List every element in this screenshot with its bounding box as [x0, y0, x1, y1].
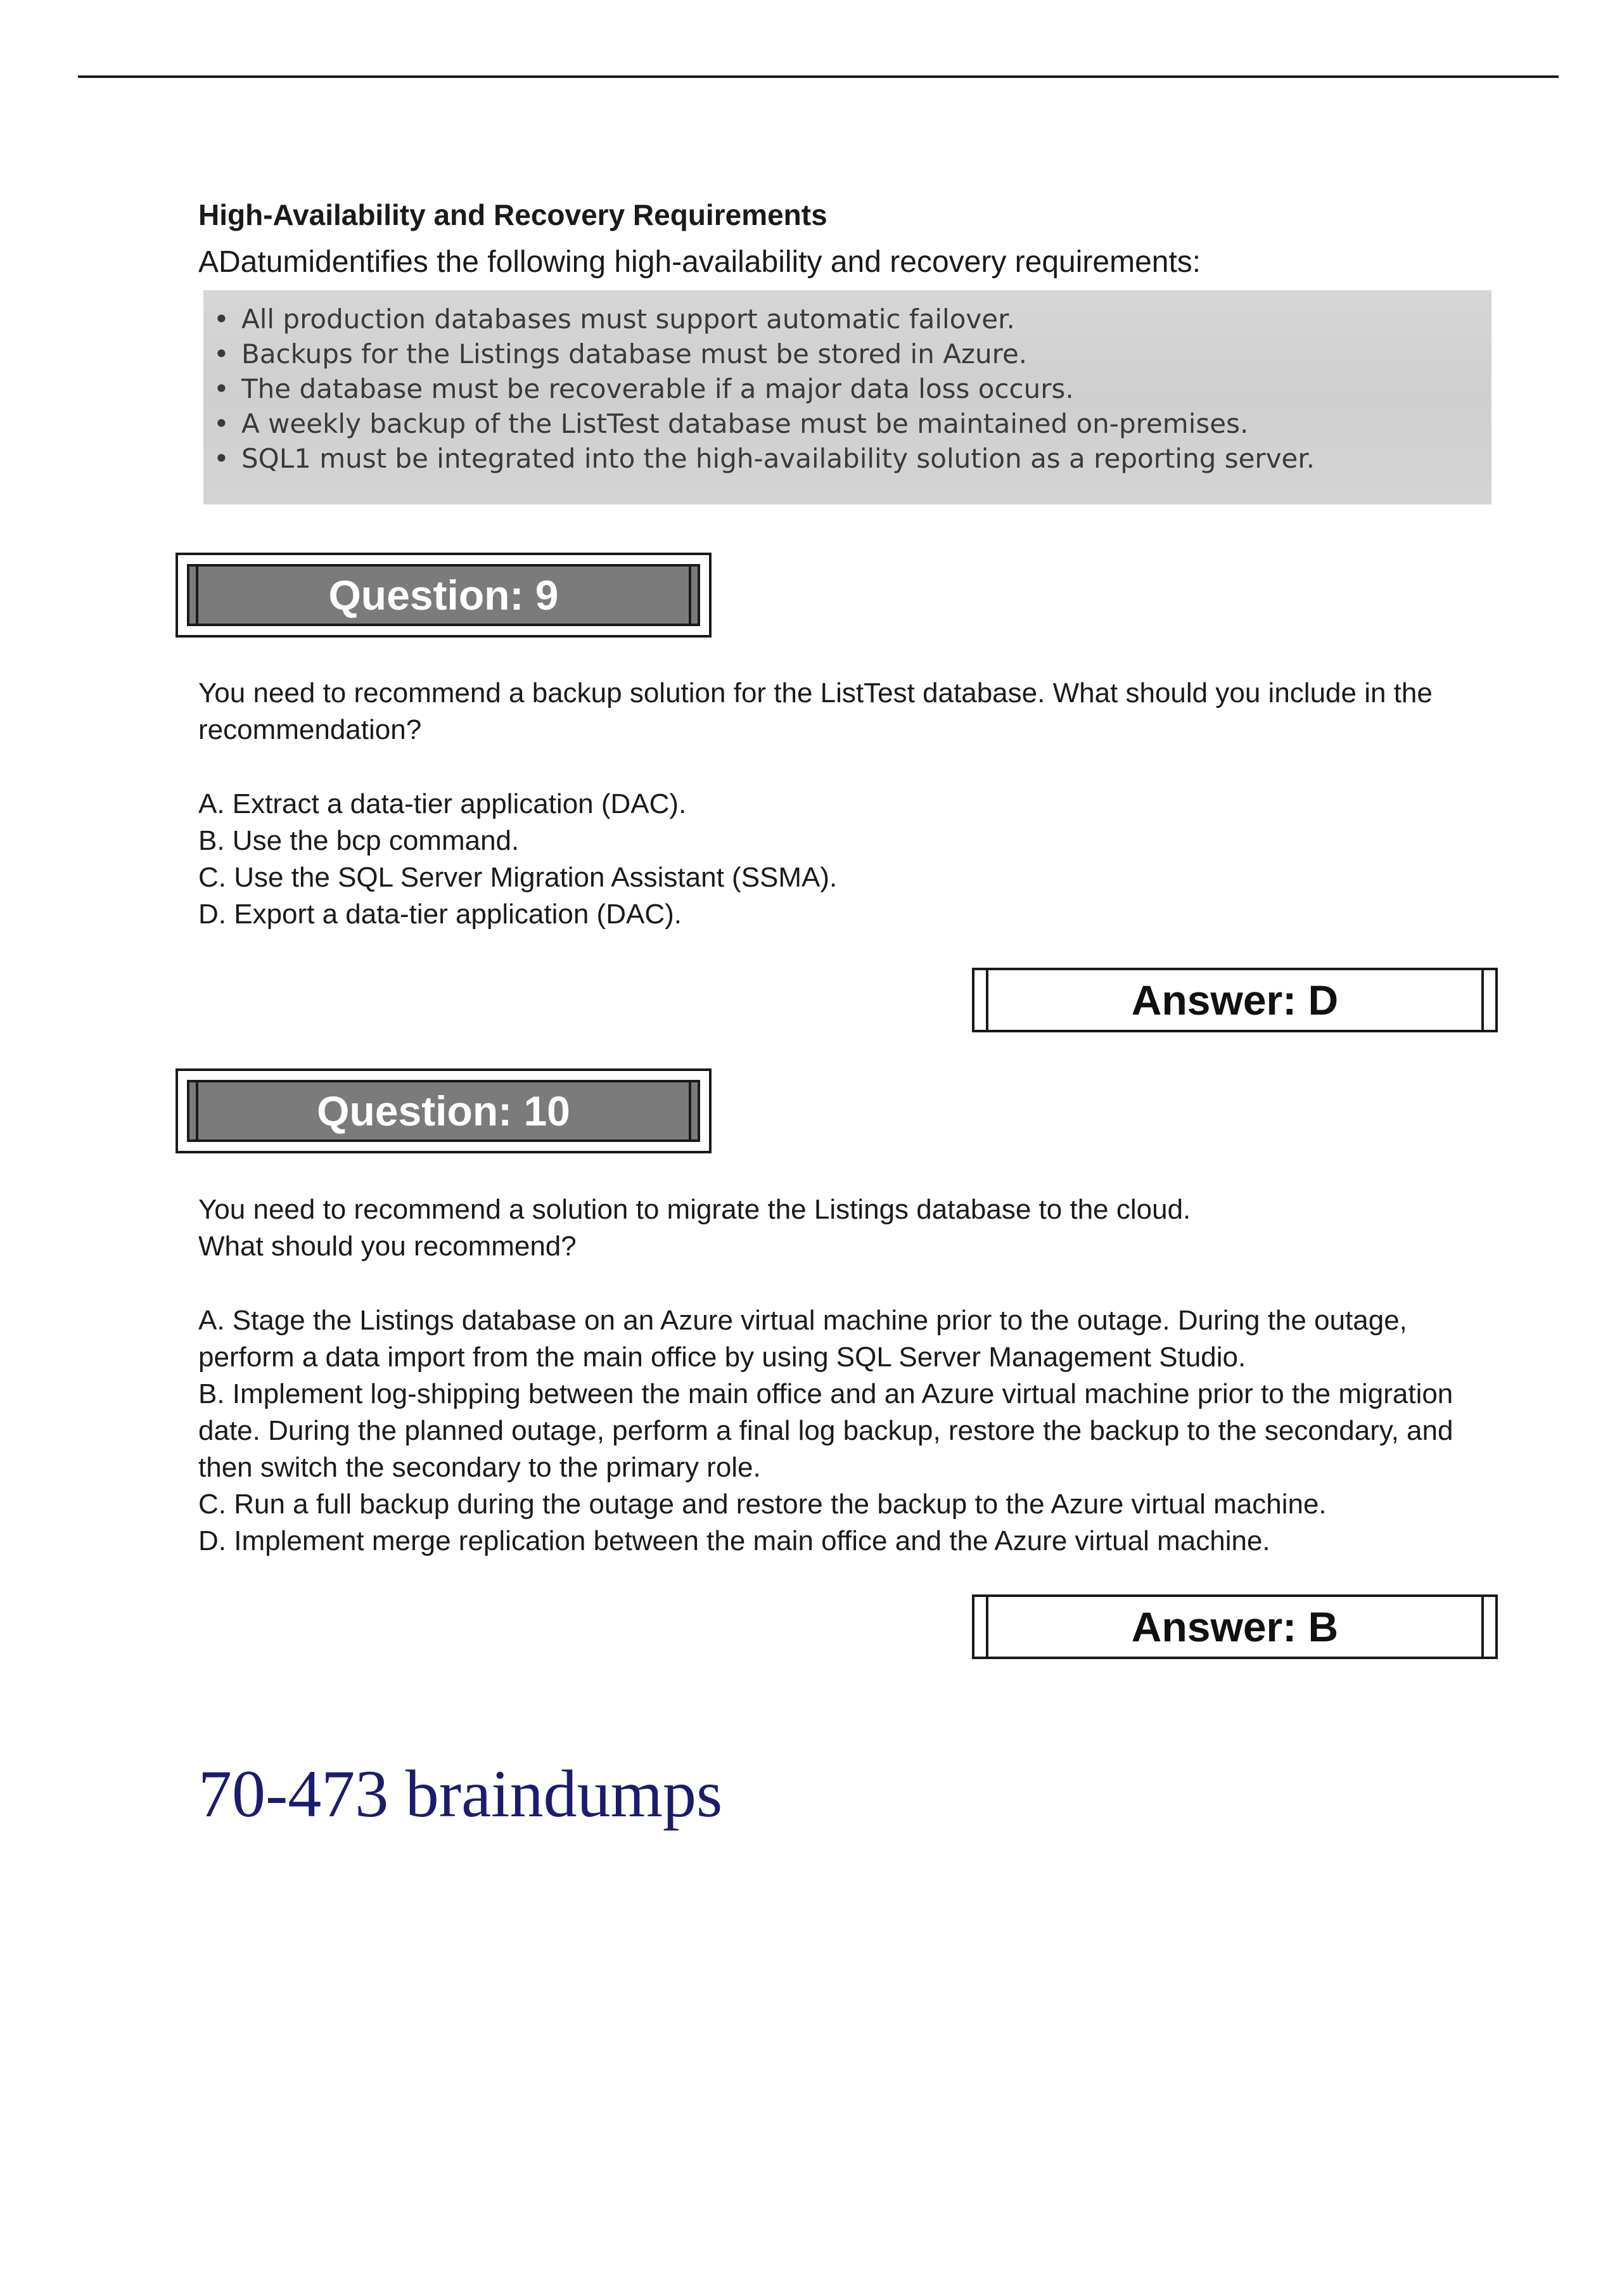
- question-9-text: You need to recommend a backup solution for the ListTest database. What should you include in the recommendation?: [198, 677, 1433, 745]
- question-10-text: [198, 1191, 1491, 1265]
- answer-label: Answer: D: [1131, 977, 1339, 1023]
- bullet-icon: •: [214, 304, 229, 335]
- question-10-answer: [972, 1594, 1498, 1659]
- option-a: A. Stage the Listings database on an Azure virtual machine prior to the outage. During the outage, perform a data import from the main office by using SQL Server Management Studio.: [198, 1305, 1407, 1373]
- bullet-icon: •: [214, 373, 229, 404]
- requirement-item: • A weekly backup of the ListTest database must be maintained on-premises.: [241, 406, 1491, 441]
- option-c: C. Use the SQL Server Migration Assistant (SSMA).: [198, 862, 838, 893]
- question-10-options: [198, 1302, 1491, 1560]
- bullet-icon: •: [214, 408, 229, 439]
- question-9-options: [198, 786, 1491, 933]
- requirement-item: • Backups for the Listings database must be stored in Azure.: [241, 337, 1491, 371]
- question-9-banner: [176, 553, 712, 638]
- option-a: A. Extract a data-tier application (DAC).: [198, 788, 687, 819]
- option-c: C. Run a full backup during the outage and restore the backup to the Azure virtual machine.: [198, 1489, 1327, 1520]
- bullet-icon: •: [214, 338, 229, 369]
- question-10-line: You need to recommend a solution to migrate the Listings database to the cloud.: [198, 1194, 1191, 1225]
- requirement-item: • All production databases must support automatic failover.: [241, 302, 1491, 337]
- section-heading: High-Availability and Recovery Requirements: [198, 198, 827, 231]
- option-b: B. Use the bcp command.: [198, 825, 520, 856]
- question-9-answer: [972, 968, 1498, 1032]
- requirement-item: • SQL1 must be integrated into the high-availability solution as a reporting server.: [241, 441, 1491, 476]
- option-d: D. Export a data-tier application (DAC).: [198, 899, 682, 930]
- requirements-list: [214, 302, 1491, 476]
- option-d: D. Implement merge replication between the main office and the Azure virtual machine.: [198, 1525, 1270, 1556]
- question-10-title: Question: 10: [317, 1087, 570, 1134]
- answer-label: Answer: B: [1131, 1603, 1339, 1650]
- question-10-banner: [176, 1068, 712, 1153]
- question-10-line: What should you recommend?: [198, 1231, 577, 1262]
- option-b: B. Implement log-shipping between the main office and an Azure virtual machine prior to the migration date. During the planned outage, perform a final log backup, restore the backup to the secondary, and then switch the secondary to the primary role.: [198, 1378, 1453, 1483]
- footer-brand[interactable]: 70-473 braindumps: [198, 1757, 723, 1831]
- section-intro: ADatumidentifies the following high-availability and recovery requirements:: [198, 245, 1201, 279]
- top-rule: [78, 75, 1559, 78]
- question-9-title: Question: 9: [328, 572, 559, 619]
- requirements-image: [203, 290, 1491, 504]
- requirement-item: • The database must be recoverable if a major data loss occurs.: [241, 371, 1491, 406]
- bullet-icon: •: [214, 443, 229, 474]
